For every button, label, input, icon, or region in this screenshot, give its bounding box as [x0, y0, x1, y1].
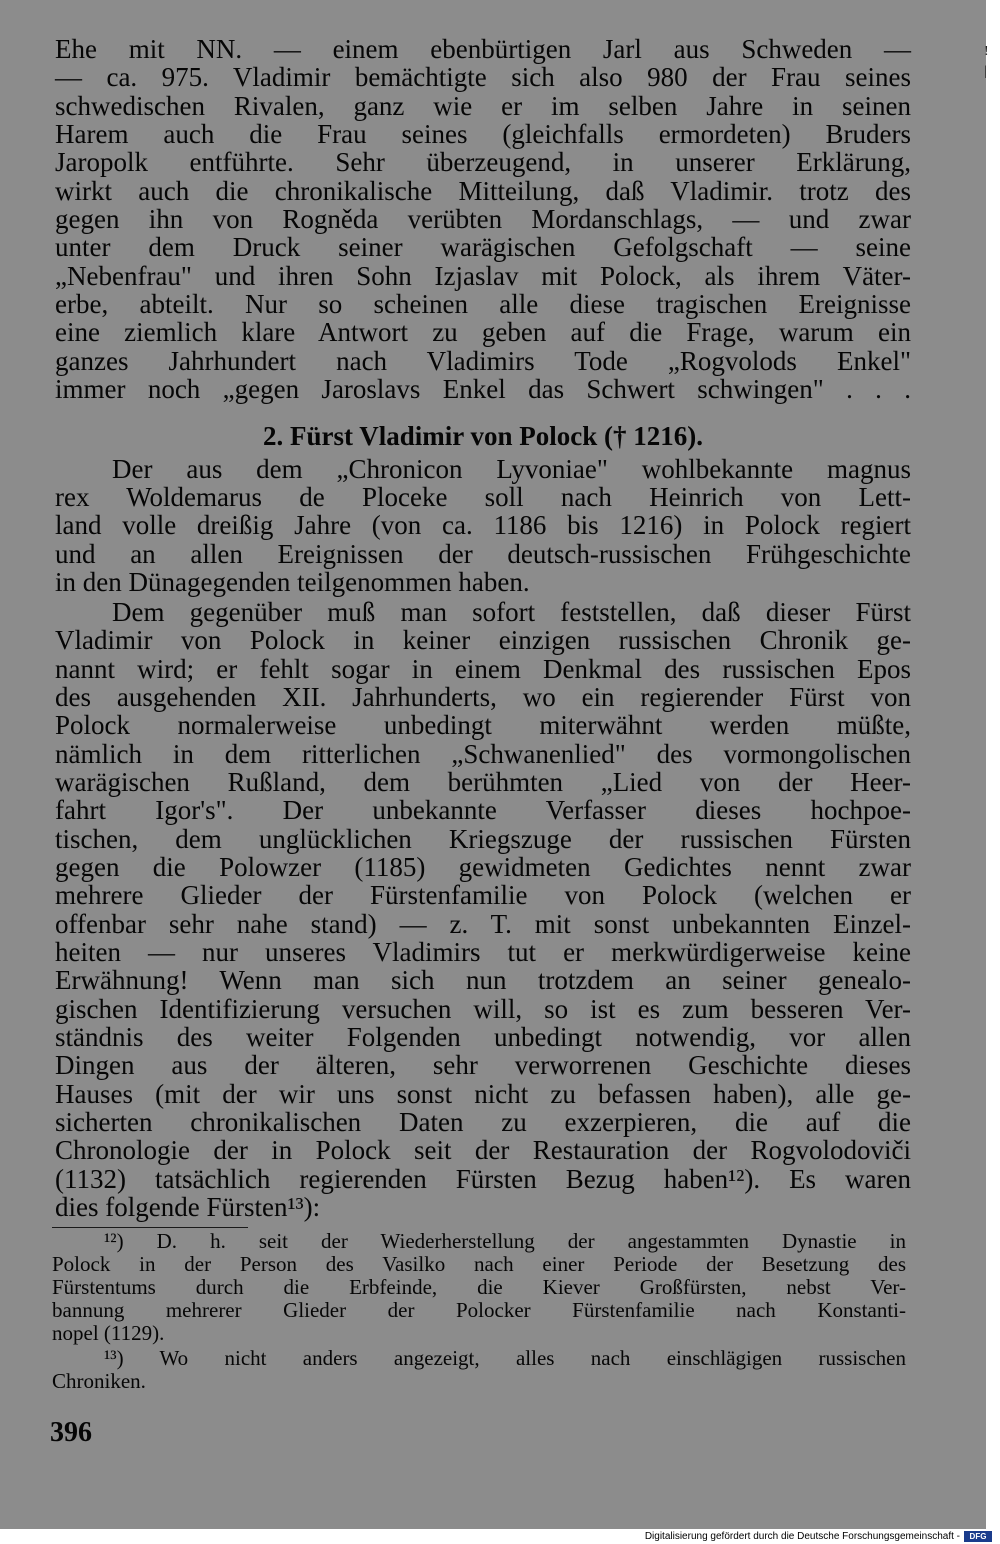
text-line: Der aus dem „Chronicon Lyvoniae" wohlbekannte magnus	[112, 454, 911, 484]
text-line: und an allen Ereignissen der deutsch-russischen Frühgeschichte	[55, 539, 911, 569]
text-line: nämlich in dem ritterlichen „Schwanenlied" des vormongolischen	[55, 739, 911, 769]
text-line: fahrt Igor's". Der unbekannte Verfasser dieses hochpoe-	[55, 795, 911, 825]
text-line: warägischen Rußland, dem berühmten „Lied von der Heer-	[55, 767, 911, 797]
text-line: Dem gegenüber muß man sofort feststellen, daß dieser Fürst	[112, 597, 911, 627]
footnote-line: Chroniken.	[52, 1369, 146, 1393]
text-line: des ausgehenden XII. Jahrhunderts, wo ein regierender Fürst von	[55, 682, 911, 712]
text-line: offenbar sehr nahe stand) — z. T. mit sonst unbekannten Einzel-	[55, 909, 911, 939]
footer-note: Digitalisierung gefördert durch die Deutsche Forschungsgemeinschaft -	[644, 1531, 960, 1542]
text-line: immer noch „gegen Jaroslavs Enkel das Schwert schwingen" . . .	[55, 374, 911, 404]
text-line: gischen Identifizierung versuchen will, so ist es zum besseren Ver-	[55, 994, 911, 1024]
text-line: land volle dreißig Jahre (von ca. 1186 bis 1216) in Polock regiert	[55, 510, 911, 540]
margin-mark: !	[984, 44, 989, 59]
page-number: 396	[50, 1417, 92, 1448]
text-line: rex Woldemarus de Ploceke soll nach Heinrich von Lett-	[55, 482, 911, 512]
digitization-footer	[0, 1529, 1000, 1544]
footnote-line: Polock in der Person des Vasilko nach einer Periode der Besetzung des	[52, 1252, 906, 1276]
text-line: sicherten chronikalischen Daten zu exzerpieren, die auf die	[55, 1107, 911, 1137]
footnote-line: ¹³) Wo nicht anders angezeigt, alles nach einschlägigen russischen	[104, 1346, 906, 1370]
text-line: unter dem Druck seiner warägischen Gefolgschaft — seine	[55, 232, 911, 262]
dfg-logo: DFG	[964, 1531, 992, 1542]
text-line: Jaropolk entführte. Sehr überzeugend, in unserer Erklärung,	[55, 147, 911, 177]
text-line: Dingen aus der älteren, sehr verworrenen Geschichte dieses	[55, 1050, 911, 1080]
footnote-line: nopel (1129).	[52, 1321, 165, 1345]
text-line: Ehe mit NN. — einem ebenbürtigen Jarl aus Schweden —	[55, 34, 911, 64]
text-line: schwedischen Rivalen, ganz wie er im selben Jahre in seinen	[55, 91, 911, 121]
text-line: tischen, dem unglücklichen Kriegszuge der russischen Fürsten	[55, 824, 911, 854]
footnote-rule	[52, 1227, 248, 1228]
section-heading: 2. Fürst Vladimir von Polock († 1216).	[262, 421, 703, 451]
text-line: heiten — nur unseres Vladimirs tut er merkwürdigerweise keine	[55, 937, 911, 967]
footnote-line: ¹²) D. h. seit der Wiederherstellung der angestammten Dynastie in	[104, 1229, 906, 1253]
text-line: gegen die Polowzer (1185) gewidmeten Gedichtes nennt zwar	[55, 852, 911, 882]
text-line: Vladimir von Polock in keiner einzigen russischen Chronik ge-	[55, 625, 911, 655]
text-line: erbe, abteilt. Nur so scheinen alle diese tragischen Ereignisse	[55, 289, 911, 319]
text-line: mehrere Glieder der Fürstenfamilie von Polock (welchen er	[55, 880, 911, 910]
text-line: (1132) tatsächlich regierenden Fürsten Bezug haben¹²). Es waren	[55, 1164, 911, 1194]
text-line: wirkt auch die chronikalische Mitteilung, daß Vladimir. trotz des	[55, 176, 911, 206]
text-line: Erwähnung! Wenn man sich nun trotzdem an seiner genealo-	[55, 965, 911, 995]
margin-mark: |	[984, 64, 987, 79]
text-line: — ca. 975. Vladimir bemächtigte sich also 980 der Frau seines	[55, 62, 911, 92]
text-line: eine ziemlich klare Antwort zu geben auf die Frage, warum ein	[55, 317, 911, 347]
text-line: dies folgende Fürsten¹³):	[55, 1192, 321, 1222]
footnote-line: bannung mehrerer Glieder der Polocker Fürstenfamilie nach Konstanti-	[52, 1298, 906, 1322]
text-line: ständnis des weiter Folgenden unbedingt notwendig, vor allen	[55, 1022, 911, 1052]
footnote-line: Fürstentums durch die Erbfeinde, die Kiever Großfürsten, nebst Ver-	[52, 1275, 906, 1299]
text-line: Polock normalerweise unbedingt miterwähnt werden müßte,	[55, 710, 911, 740]
text-line: Harem auch die Frau seines (gleichfalls ermordeten) Bruders	[55, 119, 911, 149]
text-line: ganzes Jahrhundert nach Vladimirs Tode „Rogvolods Enkel"	[55, 346, 911, 376]
text-line: „Nebenfrau" und ihren Sohn Izjaslav mit Polock, als ihrem Väter-	[55, 261, 911, 291]
text-line: nannt wird; er fehlt sogar in einem Denkmal des russischen Epos	[55, 654, 911, 684]
text-line: gegen ihn von Rogněda verübten Mordanschlags, — und zwar	[55, 204, 911, 234]
text-line: in den Dünagegenden teilgenommen haben.	[55, 567, 530, 597]
text-line: Hauses (mit der wir uns sonst nicht zu befassen haben), alle ge-	[55, 1079, 911, 1109]
text-line: Chronologie der in Polock seit der Restauration der Rogvolodoviči	[55, 1135, 911, 1165]
